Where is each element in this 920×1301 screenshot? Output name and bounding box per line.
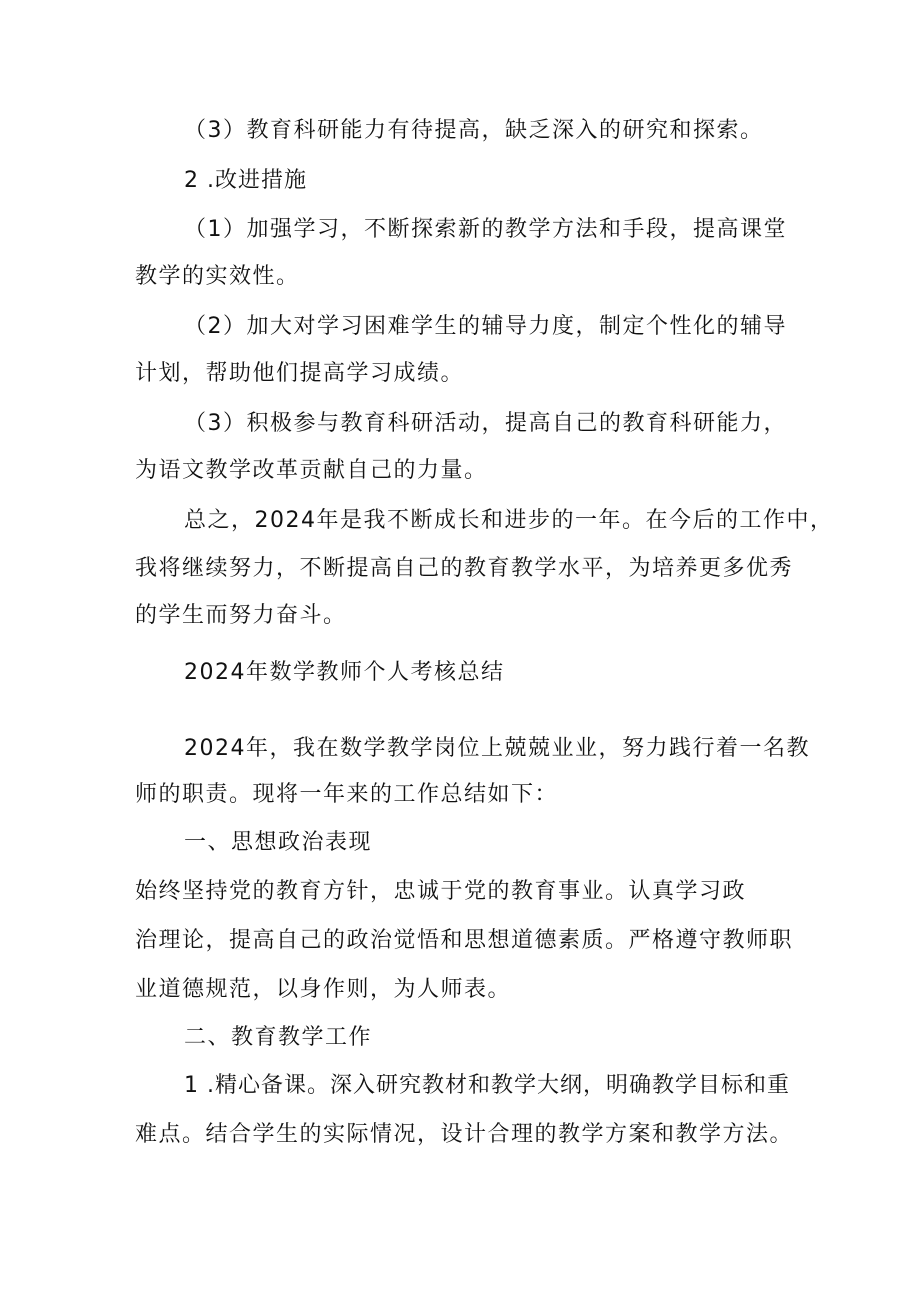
paragraph-line: （3）积极参与教育科研活动，提高自己的教育科研能力， <box>184 411 787 436</box>
section-heading: 2 .改进措施 <box>184 168 307 193</box>
paragraph-line: 业道德规范，以身作则，为人师表。 <box>135 977 512 1002</box>
paragraph-line: 教学的实效性。 <box>135 264 300 289</box>
paragraph-line: 总之，2024年是我不断成长和进步的一年。在今后的工作中， <box>184 508 834 533</box>
paragraph-line: 2024年，我在数学教学岗位上兢兢业业，努力践行着一名教 <box>184 736 810 761</box>
paragraph-line: （2）加大对学习困难学生的辅导力度，制定个性化的辅导 <box>184 314 787 339</box>
section-heading: 一、思想政治表现 <box>184 830 373 855</box>
paragraph-line: 始终坚持党的教育方针，忠诚于党的教育事业。认真学习政 <box>135 879 747 904</box>
paragraph-line: 计划，帮助他们提高学习成绩。 <box>135 361 465 386</box>
document-title: 2024年数学教师个人考核总结 <box>184 660 505 685</box>
paragraph-line: （3）教育科研能力有待提高，缺乏深入的研究和探索。 <box>184 118 764 143</box>
paragraph-line: （1）加强学习，不断探索新的教学方法和手段，提高课堂 <box>184 217 787 242</box>
section-heading: 二、教育教学工作 <box>184 1025 373 1050</box>
paragraph-line: 的学生而努力奋斗。 <box>135 603 347 628</box>
paragraph-line: 1 .精心备课。深入研究教材和教学大纲，明确教学目标和重 <box>184 1073 790 1098</box>
paragraph-line: 难点。结合学生的实际情况，设计合理的教学方案和教学方法。 <box>135 1122 794 1147</box>
paragraph-line: 师的职责。现将一年来的工作总结如下： <box>135 782 559 807</box>
paragraph-line: 治理论，提高自己的政治觉悟和思想道德素质。严格遵守教师职 <box>135 928 794 953</box>
paragraph-line: 我将继续努力，不断提高自己的教育教学水平，为培养更多优秀 <box>135 556 794 581</box>
paragraph-line: 为语文教学改革贡献自己的力量。 <box>135 458 488 483</box>
